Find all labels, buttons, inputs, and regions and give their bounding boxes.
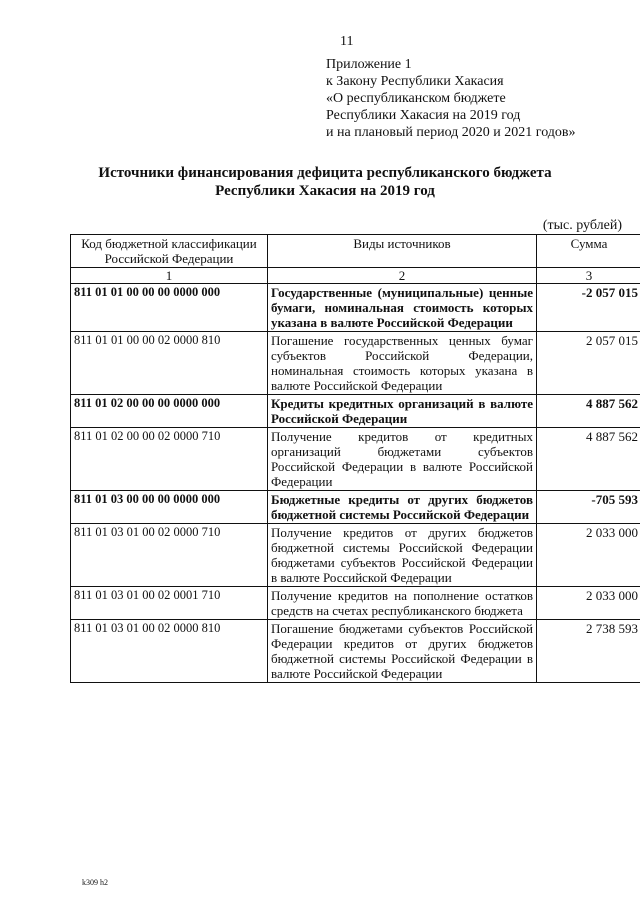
row-sum: 4 887 562	[537, 428, 640, 491]
budget-table	[70, 234, 640, 683]
row-code: 811 01 02 00 00 00 0000 000	[71, 395, 268, 428]
row-sum: 2 057 015	[537, 332, 640, 395]
row-code: 811 01 03 01 00 02 0000 710	[71, 524, 268, 587]
row-sum: 2 033 000	[537, 524, 640, 587]
row-code: 811 01 03 01 00 02 0000 810	[71, 620, 268, 683]
row-code: 811 01 01 00 00 02 0000 810	[71, 332, 268, 395]
row-name: Погашение государственных ценных бумаг субъектов Российской Федерации, номинальная стоимость которых указана в валюте Российской Федерации	[268, 332, 537, 395]
row-sum: -705 593	[537, 491, 640, 524]
header-name: Виды источников	[268, 235, 537, 268]
column-number: 2	[268, 268, 537, 284]
units-label: (тыс. рублей)	[542, 218, 622, 233]
header-row	[71, 235, 640, 268]
row-code: 811 01 02 00 00 02 0000 710	[71, 428, 268, 491]
page-number: 11	[340, 34, 354, 49]
row-sum: 4 887 562	[537, 395, 640, 428]
header-code: Код бюджетной классификации Российской Федерации	[71, 235, 268, 268]
appendix-line: Приложение 1	[326, 57, 412, 72]
table-row	[71, 491, 640, 524]
column-number: 1	[71, 268, 268, 284]
table-row	[71, 428, 640, 491]
row-name: Получение кредитов от других бюджетов бюджетной системы Российской Федерации бюджетами субъектов Российской Федерации в валюте Российской Федерации	[268, 524, 537, 587]
appendix-line: и на плановый период 2020 и 2021 годов»	[326, 125, 576, 140]
row-name: Кредиты кредитных организаций в валюте Российской Федерации	[268, 395, 537, 428]
appendix-line: к Закону Республики Хакасия	[326, 74, 504, 89]
row-name: Получение кредитов на пополнение остатков средств на счетах республиканского бюджета	[268, 587, 537, 620]
row-name: Государственные (муниципальные) ценные бумаги, номинальная стоимость которых указана в валюте Российской Федерации	[268, 284, 537, 332]
table-row	[71, 620, 640, 683]
row-name: Бюджетные кредиты от других бюджетов бюджетной системы Российской Федерации	[268, 491, 537, 524]
appendix-block	[326, 56, 576, 141]
column-number: 3	[537, 268, 640, 284]
title-line-1: Источники финансирования дефицита республиканского бюджета	[98, 165, 552, 181]
table-row	[71, 332, 640, 395]
table-row	[71, 395, 640, 428]
row-code: 811 01 01 00 00 00 0000 000	[71, 284, 268, 332]
appendix-line: Республики Хакасия на 2019 год	[326, 108, 521, 123]
table-row	[71, 587, 640, 620]
document-title	[40, 164, 610, 200]
row-code: 811 01 03 01 00 02 0001 710	[71, 587, 268, 620]
row-sum: -2 057 015	[537, 284, 640, 332]
column-number-row	[71, 268, 640, 284]
row-code: 811 01 03 00 00 00 0000 000	[71, 491, 268, 524]
header-sum: Сумма	[537, 235, 640, 268]
row-name: Погашение бюджетами субъектов Российской Федерации кредитов от других бюджетов бюджетной системы Российской Федерации в валюте Российской Федерации	[268, 620, 537, 683]
row-sum: 2 033 000	[537, 587, 640, 620]
table-row	[71, 524, 640, 587]
table-row	[71, 284, 640, 332]
appendix-line: «О республиканском бюджете	[326, 91, 506, 106]
footer-code: k309 h2	[82, 878, 108, 887]
row-name: Получение кредитов от кредитных организаций бюджетами субъектов Российской Федерации в валюте Российской Федерации	[268, 428, 537, 491]
row-sum: 2 738 593	[537, 620, 640, 683]
title-line-2: Республики Хакасия на 2019 год	[215, 183, 435, 199]
